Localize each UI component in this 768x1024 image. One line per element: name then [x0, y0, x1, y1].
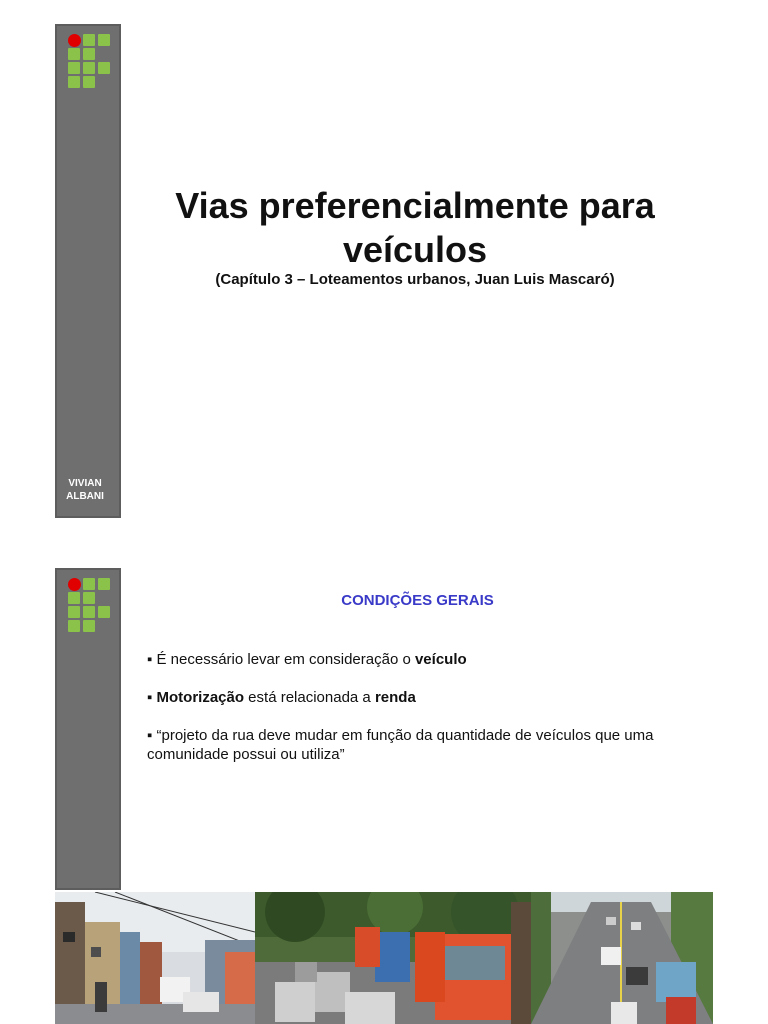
author-first-name: VIVIAN: [68, 478, 102, 489]
bullet-item: ▪ Motorização está relacionada a renda: [147, 689, 416, 706]
bullet-list: [147, 650, 692, 783]
logo-red-dot: [68, 34, 81, 47]
slide-title-heading: [130, 184, 700, 272]
bullet-marker: ▪: [147, 651, 153, 668]
course-title: [120, 199, 121, 387]
logo-red-dot: [68, 578, 81, 591]
bullet-item: ▪ “projeto da rua deve mudar em função da quantidade de veículos que uma comunidade possui ou utiliza”: [147, 727, 654, 763]
author-name: [55, 477, 115, 503]
institute-logo: [68, 578, 112, 636]
photo-strip: [55, 892, 713, 1024]
street-scene-photo: [55, 892, 255, 1024]
course-title: [120, 726, 121, 890]
institute-logo: [68, 34, 112, 92]
slide-subtitle: (Capítulo 3 – Loteamentos urbanos, Juan Luis Mascaró): [215, 271, 615, 288]
bullet-emphasis: Motorização: [156, 689, 245, 706]
bullet-item: ▪ É necessário levar em consideração o veículo: [147, 651, 467, 668]
avenue-photo: [531, 892, 713, 1024]
title-line-1: Vias preferencialmente para: [175, 185, 655, 226]
section-heading: CONDIÇÕES GERAIS: [341, 592, 494, 609]
bus-traffic-photo: [255, 892, 531, 1024]
bullet-emphasis: renda: [374, 689, 416, 706]
bullet-marker: ▪: [147, 727, 153, 744]
slide-sidebar: [55, 24, 121, 518]
bullet-emphasis: veículo: [414, 651, 467, 668]
bullet-marker: ▪: [147, 689, 153, 706]
slide-general-conditions: [0, 556, 768, 1024]
title-line-2: veículos: [342, 229, 488, 270]
slide-sidebar: [55, 568, 121, 890]
author-last-name: ALBANI: [66, 491, 104, 502]
